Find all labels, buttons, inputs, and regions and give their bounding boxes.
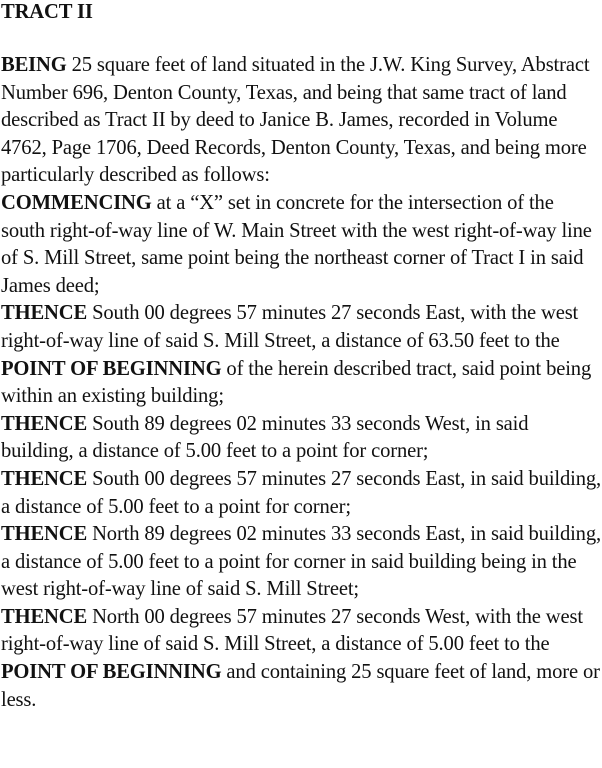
paragraph-being (1, 52, 601, 190)
paragraph-keyword: THENCE (1, 605, 88, 628)
paragraph-commencing (1, 190, 601, 300)
point-of-beginning-emphasis: POINT OF BEGINNING (1, 661, 222, 684)
paragraph-text: at a “X” set in concrete for the intersection of the south right-of-way line of W. Main Street with the west right-of-way line of S. Mill Street, same point being the northeast corner of Tract I in said James deed; (1, 191, 592, 297)
title-spacer (1, 24, 601, 52)
paragraph-keyword: THENCE (1, 467, 88, 490)
paragraph-keyword: COMMENCING (1, 191, 152, 214)
legal-description-document (1, 0, 601, 714)
paragraph-text: 25 square feet of land situated in the J.W. King Survey, Abstract Number 696, Denton County, Texas, and being that same tract of land described as Tract II by deed to Janice B. James, recorded in Volume 4762, Page 1706, Deed Records, Denton County, Texas, and being more particularly described as follows: (1, 54, 590, 187)
paragraph-text: South 89 degrees 02 minutes 33 seconds West, in said building, a distance of 5.00 feet to a point for corner; (1, 412, 529, 463)
document-title: TRACT II (1, 1, 93, 23)
paragraph-text: North 00 degrees 57 minutes 27 seconds West, with the west right-of-way line of said S. Mill Street, a distance of 5.00 feet to the (1, 605, 583, 656)
paragraph-keyword: THENCE (1, 523, 88, 546)
paragraph-thence-3 (1, 466, 601, 521)
paragraph-thence-1 (1, 300, 601, 410)
paragraph-text: North 89 degrees 02 minutes 33 seconds East, in said building, a distance of 5.00 feet to a point for corner in said building being in the west right-of-way line of said S. Mill Street; (1, 523, 601, 601)
paragraph-keyword: BEING (1, 54, 67, 76)
paragraph-text-after: of the herein described tract, said point being within an existing building; (1, 357, 592, 408)
paragraph-thence-5 (1, 604, 601, 714)
paragraph-text-after: and containing 25 square feet of land, more or less. (1, 661, 600, 711)
point-of-beginning-emphasis: POINT OF BEGINNING (1, 357, 222, 380)
paragraph-thence-2 (1, 411, 601, 466)
paragraph-thence-4 (1, 521, 601, 604)
paragraph-keyword: THENCE (1, 412, 88, 435)
paragraph-keyword: THENCE (1, 302, 88, 325)
paragraph-text: South 00 degrees 57 minutes 27 seconds East, with the west right-of-way line of said S. Mill Street, a distance of 63.50 feet to the (1, 302, 579, 352)
paragraph-text: South 00 degrees 57 minutes 27 seconds East, in said building, a distance of 5.00 feet to a point for corner; (1, 467, 601, 518)
